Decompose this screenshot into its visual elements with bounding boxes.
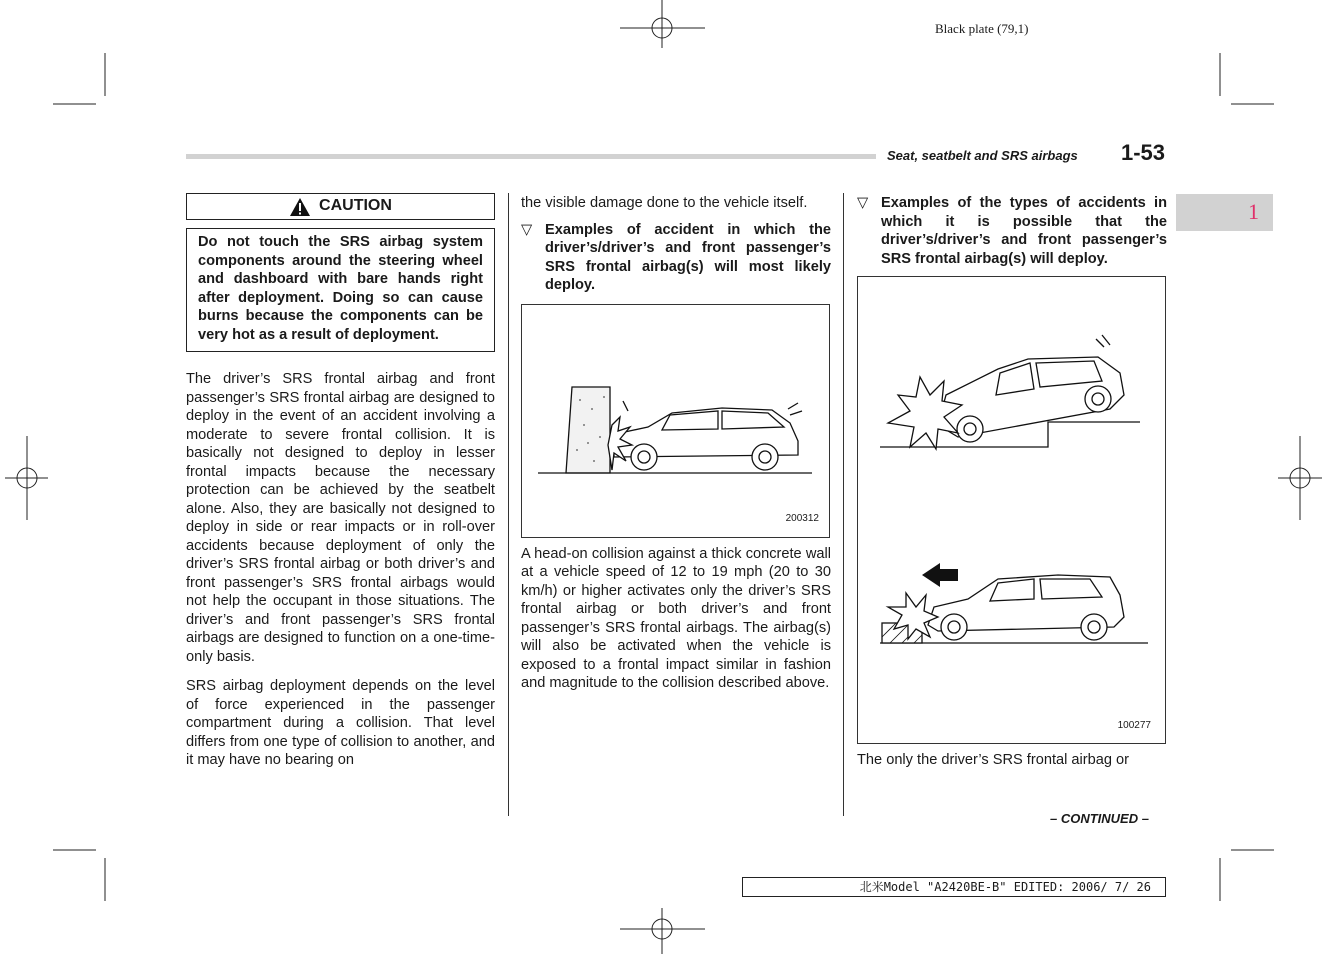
column-divider [508,193,509,816]
caution-text: Do not touch the SRS airbag system components around the steering wheel and dashboard with bare hands right after deployment. Doing so can cause burns because the components can be very hot as a result of deployment. [198,234,483,343]
heading-text: Examples of accident in which the driver’s/driver’s and front passenger’s SRS frontal airbag(s) will most likely deploy. [545,221,831,293]
figure-code: 200312 [785,513,819,524]
car-accident-illustrations [858,277,1165,743]
figure-head-on-collision [521,304,830,538]
heading-text: Examples of the types of accidents in which it is possible that the driver’s/driver’s and front passenger’s SRS frontal airbag(s) will deploy. [881,195,1167,267]
plate-label: Black plate (79,1) [935,21,1029,36]
figure-possible-deploy-examples [857,276,1166,744]
triangle-marker-icon: ▽ [857,195,869,211]
subsection-heading [857,194,1167,268]
body-paragraph: SRS airbag deployment depends on the level of force experienced in the passenger compartment during a collision. That level differs from one type of collision to another, and it may have no bearing on [186,678,495,768]
continued-label: – CONTINUED – [1050,811,1149,826]
car-wall-collision-illustration [522,305,829,537]
chapter-tab-number: 1 [1248,199,1259,224]
caution-header [186,193,495,220]
column-2 [521,194,831,693]
chapter-tab [1176,194,1273,231]
caution-title: CAUTION [319,197,392,215]
page-number: 1-53 [1121,140,1166,165]
body-paragraph: The only the driver’s SRS frontal airbag or [857,752,1130,768]
column-1 [186,193,495,770]
body-paragraph: the visible damage done to the vehicle itself. [521,195,808,211]
section-title: Seat, seatbelt and SRS airbags [887,148,1078,163]
header-bar [186,154,876,159]
caution-box [186,228,495,352]
triangle-marker-icon: ▽ [521,221,533,238]
figure-code: 100277 [1117,719,1151,731]
footer-edit-label: 北米Model "A2420BE-B" EDITED: 2006/ 7/ 26 [742,877,1166,897]
subsection-heading [521,221,831,295]
body-paragraph: A head-on collision against a thick concrete wall at a vehicle speed of 12 to 19 mph (20 to 30 km/h) or higher activates only the driver’s SRS frontal airbag or both driver’s and front passenger’s SRS frontal airbags. The airbag(s) will also be activated when the vehicle is exposed to a frontal impact similar in fashion and magnitude to the collision described above. [521,545,831,691]
column-divider [843,193,844,816]
warning-icon [289,197,311,217]
column-3 [857,194,1167,770]
arrow-left-icon [922,563,958,587]
body-paragraph: The driver’s SRS frontal airbag and front passenger’s SRS frontal airbag are designed to deploy in the event of an accident involving a moderate to severe frontal collision. It is basically not designed to deploy in lesser frontal impacts because the necessary protection can be achieved by the seatbelt alone. Also, they are basically not designed to deploy in side or rear impacts or in roll-over accidents because deployment of only the driver’s SRS frontal airbag or both driver’s and front passenger’s SRS frontal airbags would not help the occupant in those situations. The driver’s and front passenger’s SRS frontal airbags are designed to function on a one-time-only basis. [186,371,495,665]
